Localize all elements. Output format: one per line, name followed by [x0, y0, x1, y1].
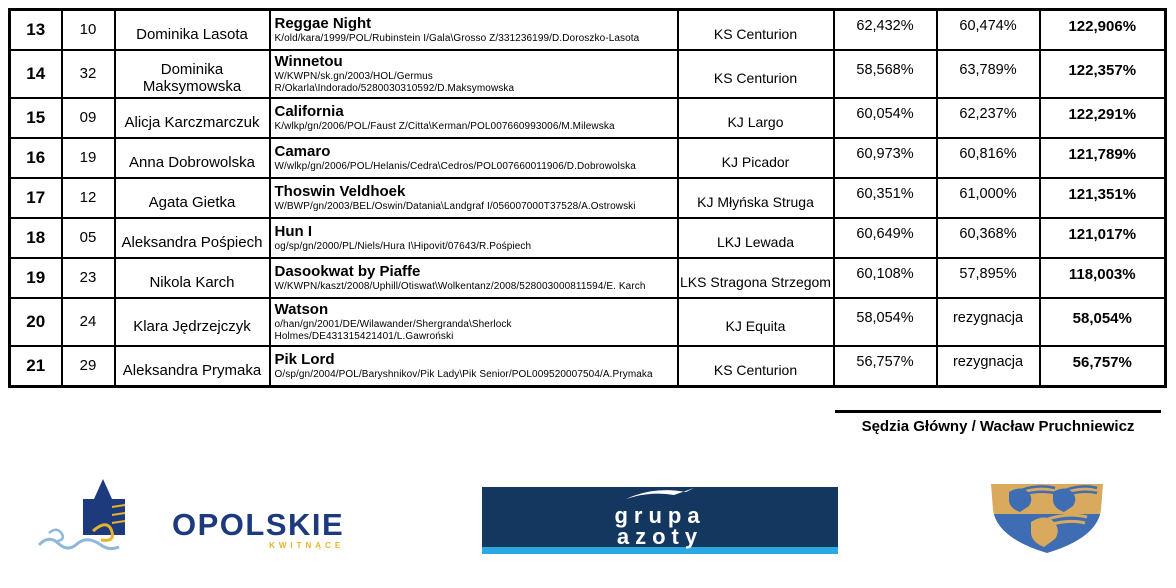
horse-breeding: K/wlkp/gn/2006/POL/Faust Z/Citta\Kerman/POL007660993006/M.Milewska [274, 120, 615, 132]
opolskie-wordmark: OPOLSKIE [172, 507, 345, 542]
horse-name: Thoswin Veldhoek [274, 182, 406, 200]
opolskie-tower-icon [35, 469, 170, 564]
signature-block [835, 410, 1161, 435]
club-cell: LKS Stragona Strzegom [678, 258, 834, 298]
total-cell: 58,054% [1040, 298, 1166, 346]
horse-name: Reggae Night [274, 14, 372, 32]
horse-name: Dasookwat by Piaffe [274, 262, 421, 280]
club-cell: KS Centurion [678, 50, 834, 98]
horse-name: Pik Lord [274, 350, 335, 368]
score1-cell: 58,568% [834, 50, 937, 98]
horse-name: Winnetou [274, 52, 343, 70]
table-row [10, 298, 1166, 346]
start-number-cell: 05 [62, 218, 115, 258]
horse-breeding: W/KWPN/sk.gn/2003/HOL/Germus R/Okarla\Indorado/5280030310592/D.Maksymowska [274, 70, 515, 94]
score2-cell: rezygnacja [937, 298, 1040, 346]
results-table [8, 8, 1167, 388]
horse-breeding: K/old/kara/1999/POL/Rubinstein I/Gala\Grosso Z/331236199/D.Doroszko-Lasota [274, 32, 640, 44]
horse-cell [270, 10, 678, 50]
score2-cell: 60,474% [937, 10, 1040, 50]
horse-name: Watson [274, 300, 329, 318]
rank-cell: 19 [10, 258, 62, 298]
score2-cell: 60,368% [937, 218, 1040, 258]
start-number-cell: 24 [62, 298, 115, 346]
horse-breeding: W/wlkp/gn/2006/POL/Helanis/Cedra\Cedros/POL007660011906/D.Dobrowolska [274, 160, 636, 172]
horse-cell [270, 98, 678, 138]
coat-of-arms-icon [983, 480, 1111, 556]
grupa-azoty-logo [482, 487, 838, 554]
opolskie-logo [35, 472, 375, 564]
rider-name-cell: Agata Gietka [115, 178, 270, 218]
start-number-cell: 09 [62, 98, 115, 138]
horse-cell [270, 218, 678, 258]
total-cell: 122,906% [1040, 10, 1166, 50]
score2-cell: 62,237% [937, 98, 1040, 138]
opolskie-tagline: KWITNĄCE [269, 541, 345, 550]
club-cell: LKJ Lewada [678, 218, 834, 258]
horse-cell [270, 346, 678, 386]
total-cell: 56,757% [1040, 346, 1166, 386]
horse-breeding: W/KWPN/kaszt/2008/Uphill/Otiswat\Wolkentanz/2008/528003000811594/E. Karch [274, 280, 646, 292]
horse-cell [270, 258, 678, 298]
score1-cell: 60,351% [834, 178, 937, 218]
score2-cell: 57,895% [937, 258, 1040, 298]
score1-cell: 56,757% [834, 346, 937, 386]
score2-cell: 63,789% [937, 50, 1040, 98]
club-cell: KJ Młyńska Struga [678, 178, 834, 218]
rank-cell: 13 [10, 10, 62, 50]
score2-cell: 60,816% [937, 138, 1040, 178]
horse-cell [270, 50, 678, 98]
club-cell: KJ Largo [678, 98, 834, 138]
rider-name-cell: Alicja Karczmarczuk [115, 98, 270, 138]
signature-label: Sędzia Główny / Wacław Pruchniewicz [861, 418, 1135, 435]
score1-cell: 60,054% [834, 98, 937, 138]
score1-cell: 60,649% [834, 218, 937, 258]
score1-cell: 58,054% [834, 298, 937, 346]
horse-breeding: o/han/gn/2001/DE/Wilawander/Shergranda\Sherlock Holmes/DE431315421401/L.Gawroński [274, 319, 512, 342]
rider-name-cell: Nikola Karch [115, 258, 270, 298]
horse-breeding: og/sp/gn/2000/PL/Niels/Hura I\Hipovit/07643/R.Pośpiech [274, 240, 532, 252]
rider-name-cell: Aleksandra Prymaka [115, 346, 270, 386]
rank-cell: 20 [10, 298, 62, 346]
total-cell: 122,291% [1040, 98, 1166, 138]
club-cell: KJ Picador [678, 138, 834, 178]
horse-name: Hun I [274, 222, 312, 240]
rank-cell: 14 [10, 50, 62, 98]
rider-name-cell: Dominika Maksymowska [115, 50, 270, 98]
total-cell: 121,017% [1040, 218, 1166, 258]
rider-name-cell: Klara Jędrzejczyk [115, 298, 270, 346]
start-number-cell: 10 [62, 10, 115, 50]
table-row [10, 50, 1166, 98]
score1-cell: 62,432% [834, 10, 937, 50]
rider-name-cell: Anna Dobrowolska [115, 138, 270, 178]
horse-cell [270, 178, 678, 218]
start-number-cell: 29 [62, 346, 115, 386]
horse-name: California [274, 102, 344, 120]
start-number-cell: 12 [62, 178, 115, 218]
horse-name: Camaro [274, 142, 331, 160]
club-cell: KJ Equita [678, 298, 834, 346]
score2-cell: rezygnacja [937, 346, 1040, 386]
club-cell: KS Centurion [678, 10, 834, 50]
score2-cell: 61,000% [937, 178, 1040, 218]
rank-cell: 17 [10, 178, 62, 218]
rank-cell: 18 [10, 218, 62, 258]
score1-cell: 60,973% [834, 138, 937, 178]
table-row [10, 98, 1166, 138]
grupa-azoty-wordmark-line1: grupa [614, 503, 706, 529]
rank-cell: 16 [10, 138, 62, 178]
total-cell: 121,351% [1040, 178, 1166, 218]
rider-name-cell: Dominika Lasota [115, 10, 270, 50]
horse-breeding: W/BWP/gn/2003/BEL/Oswin/Datania\Landgraf I/056007000T37528/A.Ostrowski [274, 200, 636, 212]
grupa-azoty-wordmark-line2: azoty [616, 524, 704, 549]
score1-cell: 60,108% [834, 258, 937, 298]
table-row [10, 258, 1166, 298]
total-cell: 121,789% [1040, 138, 1166, 178]
horse-cell [270, 298, 678, 346]
rider-name-cell: Aleksandra Pośpiech [115, 218, 270, 258]
horse-cell [270, 138, 678, 178]
start-number-cell: 32 [62, 50, 115, 98]
total-cell: 118,003% [1040, 258, 1166, 298]
table-row [10, 138, 1166, 178]
club-cell: KS Centurion [678, 346, 834, 386]
start-number-cell: 23 [62, 258, 115, 298]
rank-cell: 15 [10, 98, 62, 138]
table-row [10, 178, 1166, 218]
horse-breeding: O/sp/gn/2004/POL/Baryshnikov/Pik Lady\Pik Senior/POL009520007504/A.Prymaka [274, 368, 653, 380]
table-row [10, 218, 1166, 258]
rank-cell: 21 [10, 346, 62, 386]
table-row [10, 346, 1166, 386]
table-row [10, 10, 1166, 50]
total-cell: 122,357% [1040, 50, 1166, 98]
start-number-cell: 19 [62, 138, 115, 178]
